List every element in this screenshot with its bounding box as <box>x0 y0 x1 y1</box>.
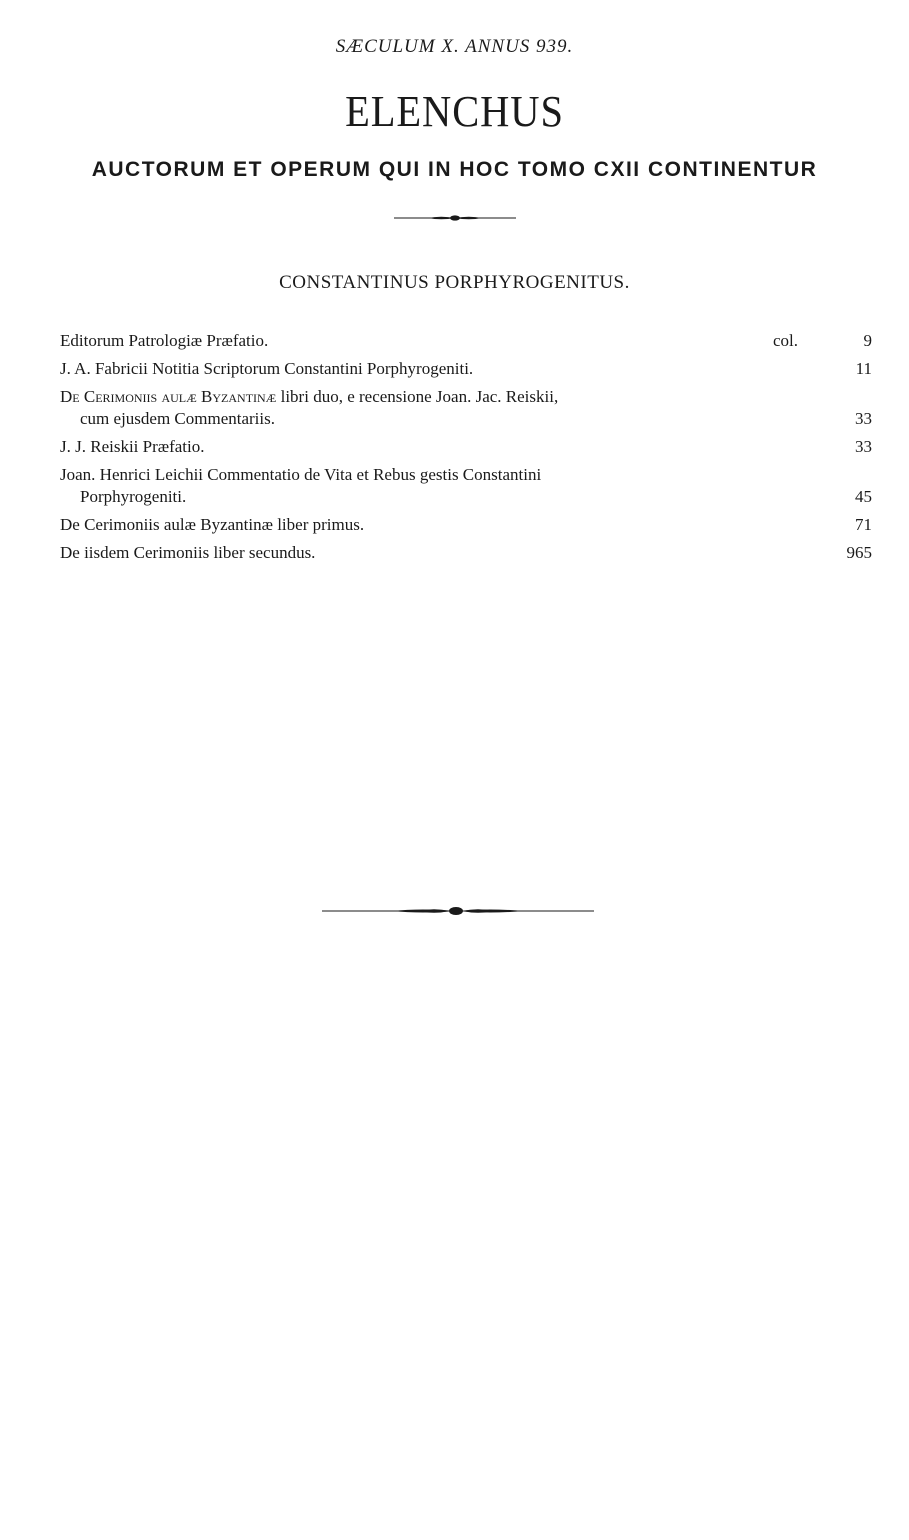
toc-entry-text <box>60 386 780 430</box>
toc-entry-text <box>60 464 780 508</box>
toc-page-number: 11 <box>855 359 872 378</box>
toc-entry-text: De iisdem Cerimoniis liber secundus. <box>60 543 316 562</box>
col-label: col. <box>772 331 798 350</box>
toc-page-number: 71 <box>855 515 872 534</box>
toc-row <box>60 436 872 458</box>
toc-page-number: 45 <box>855 487 872 506</box>
ornament-rule-large <box>322 898 594 924</box>
toc-page-number: 9 <box>863 331 872 350</box>
toc-row <box>60 386 872 430</box>
toc-page-number: 965 <box>846 543 872 562</box>
toc-page-area <box>832 514 872 536</box>
toc-entry-rest: libri duo, e recensione Joan. Jac. Reiskii, <box>276 387 559 406</box>
toc-entry-continuation: Porphyrogeniti. <box>80 487 187 506</box>
toc-entry-first-line: Joan. Henrici Leichii Commentatio de Vita et Rebus gestis Constantini <box>60 465 542 484</box>
toc-entry-text: J. A. Fabricii Notitia Scriptorum Constantini Porphyrogeniti. <box>60 359 474 378</box>
toc-row <box>60 542 872 564</box>
toc-entry-text: J. J. Reiskii Præfatio. <box>60 437 205 456</box>
toc-entry-smallcaps: De Cerimoniis aulæ Byzantinæ <box>60 387 277 406</box>
toc-row <box>60 358 872 380</box>
toc-page-area <box>832 486 872 508</box>
toc-page-number: 33 <box>855 409 872 428</box>
toc-page-area <box>773 330 872 352</box>
page-title: ELENCHUS <box>345 87 564 136</box>
toc-page-area <box>832 542 872 564</box>
toc-entry-text: De Cerimoniis aulæ Byzantinæ liber primus. <box>60 515 365 534</box>
toc-entry-continuation: cum ejusdem Commentariis. <box>80 409 275 428</box>
toc-page-area <box>832 436 872 458</box>
ornament-rule-small <box>394 208 516 228</box>
toc-row <box>60 464 872 508</box>
page-subtitle: AUCTORUM ET OPERUM QUI IN HOC TOMO CXII CONTINENTUR <box>91 158 818 181</box>
toc-page-number: 33 <box>855 437 872 456</box>
toc-page-area <box>832 408 872 430</box>
toc-row <box>60 514 872 536</box>
section-heading: CONSTANTINUS PORPHYROGENITUS. <box>279 272 630 293</box>
toc-entry-text: Editorum Patrologiæ Præfatio. <box>60 331 269 350</box>
running-head: SÆCULUM X. ANNUS 939. <box>335 36 574 57</box>
table-of-contents <box>60 330 872 570</box>
toc-page-area <box>832 358 872 380</box>
toc-row <box>60 330 872 352</box>
